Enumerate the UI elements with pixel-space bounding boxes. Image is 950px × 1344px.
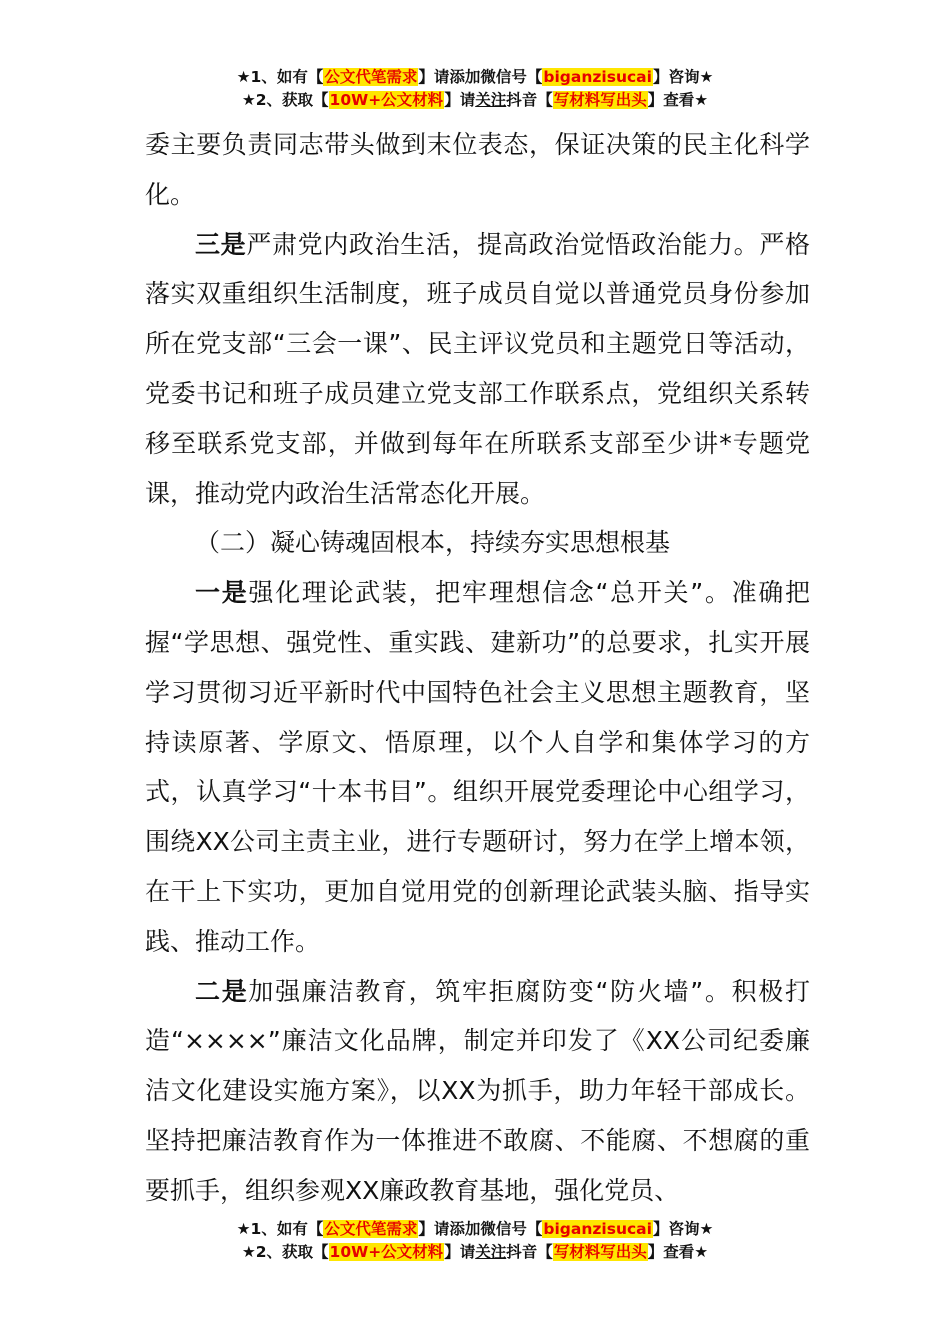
banner-line-1: ★1、如有【公文代笔需求】请添加微信号【biganzisucai】咨询★ [236,1220,714,1238]
header-banner [0,66,950,112]
douyin-id: 写材料写出头 [553,91,647,109]
highlight-tag: 公文代笔需求 [324,68,418,86]
paragraph-4: 二是加强廉洁教育，筑牢拒腐防变“防火墙”。积极打造“××××”廉洁文化品牌，制定并印发了《XX公司纪委廉洁文化建设实施方案》，以XX为抓手，助力年轻干部成长。坚持把廉洁教育作为一体推进不敢腐、不能腐、不想腐的重要抓手，组织参观XX廉政教育基地，强化党员、 [145,976,810,1205]
douyin-id: 写材料写出头 [553,1243,647,1261]
paragraph-lead: 二是 [195,976,249,1006]
banner-line-2: ★2、获取【10W+公文材料】请关注抖音【写材料写出头】查看★ [241,91,709,109]
paragraph-3: 一是强化理论武装，把牢理想信念“总开关”。准确把握“学思想、强党性、重实践、建新功”的总要求，扎实开展学习贯彻习近平新时代中国特色社会主义思想主题教育，坚持读原著、学原文、悟原理，以个人自学和集体学习的方式，认真学习“十本书目”。组织开展党委理论中心组学习，围绕XX公司主责主业，进行专题研讨，努力在学上增本领，在干上下实功，更加自觉用党的创新理论武装头脑、指导实践、推动工作。 [145,578,810,956]
highlight-tag: 10W+公文材料 [329,91,444,109]
paragraph-2: 三是严肃党内政治生活，提高政治觉悟政治能力。严格落实双重组织生活制度，班子成员自觉以普通党员身份参加所在党支部“三会一课”、民主评议党员和主题党日等活动，党委书记和班子成员建立党支部工作联系点，党组织关系转移至联系党支部，并做到每年在所联系支部至少讲*专题党课，推动党内政治生活常态化开展。 [145,229,810,508]
highlight-tag: 公文代笔需求 [324,1220,418,1238]
document-body [145,120,810,1216]
section-heading: （二）凝心铸魂固根本，持续夯实思想根基 [195,528,671,558]
wechat-id: biganzisucai [543,1220,652,1238]
banner-line-1: ★1、如有【公文代笔需求】请添加微信号【biganzisucai】咨询★ [236,68,714,86]
highlight-tag: 10W+公文材料 [329,1243,444,1261]
banner-line-2: ★2、获取【10W+公文材料】请关注抖音【写材料写出头】查看★ [241,1243,709,1261]
paragraph-lead: 三是 [195,229,247,259]
wechat-id: biganzisucai [543,68,652,86]
paragraph-1: 委主要负责同志带头做到末位表态，保证决策的民主化科学化。 [145,130,810,209]
paragraph-lead: 一是 [195,578,249,608]
footer-banner [0,1218,950,1264]
